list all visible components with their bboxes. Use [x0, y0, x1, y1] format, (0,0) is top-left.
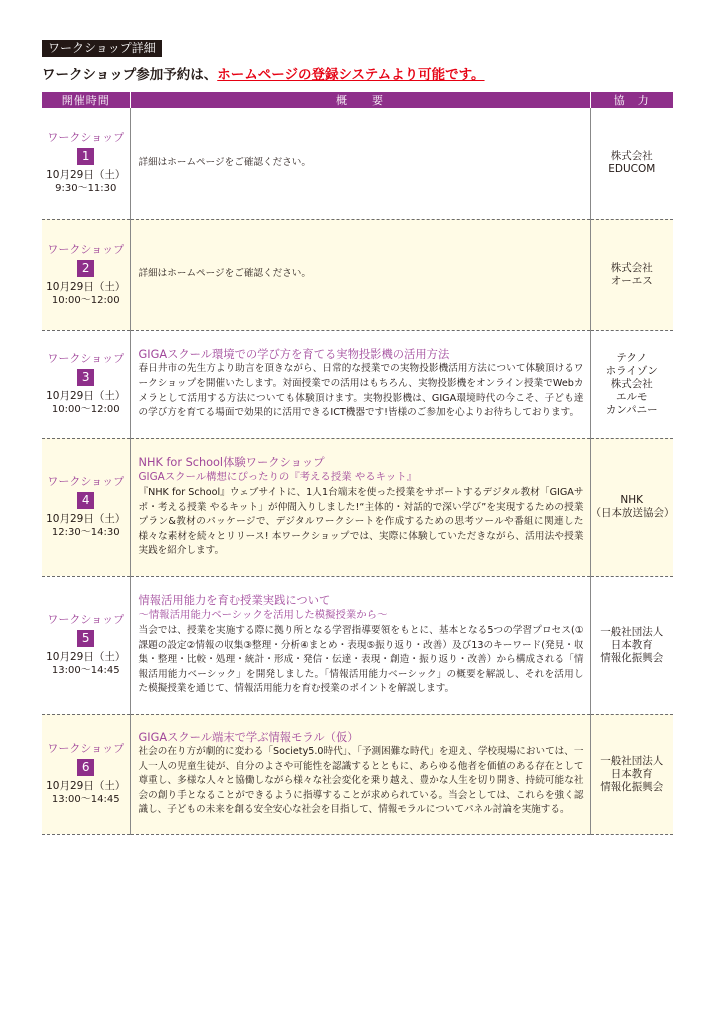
coop-line: オーエス [610, 274, 653, 287]
workshop-hours: 12:30〜14:30 [51, 527, 120, 538]
workshop-date: 10月29日（土） [46, 169, 126, 182]
workshop-hours: 10:00〜12:00 [51, 294, 120, 306]
time-cell [42, 438, 130, 576]
desc-cell [130, 330, 590, 438]
desc-cell [130, 219, 590, 330]
coop-line: 一般社団法人 [600, 625, 664, 638]
desc-body: 『NHK for School』ウェブサイトに、1人1台端末を使った授業をサポートするデジタル教材「GIGAサポ・考える授業 やるキット」が仲間入りしました!“主体的・対話的で深い学び”を実現するための授業プラン&教材のパッケージで、デジタルワークシートを作成するための思考ツールや番組に関連した様々な素材を続々とリリース! 本ワークショップでは、実際に体験していただきながら、活用法や授業実践を紹介します。 [138, 487, 584, 557]
workshop-title: GIGAスクール環境での学び方を育てる実物投影機の活用方法 [138, 348, 450, 362]
workshop-date: 10月29日（土） [46, 513, 126, 525]
workshop-hours: 10:00〜12:00 [51, 404, 120, 415]
desc-cell [130, 108, 590, 219]
time-cell [42, 714, 130, 834]
coop-line: 株式会社 [610, 261, 653, 274]
workshop-number-badge: 1 [77, 148, 94, 165]
coop-line: NHK [620, 494, 644, 506]
table-row [42, 108, 673, 219]
header-coop: 協 力 [590, 92, 673, 108]
workshop-table [42, 92, 673, 835]
desc-body: 当会では、授業を実施する際に拠り所となる学習指導要領をもとに、基本となる5つの学習プロセス(①課題の設定②情報の収集③整理・分析④まとめ・表現⑤振り返り・改善）及び13のキーワード(発見・収集・整理・比較・処理・統計・形成・発信・伝達・表現・創造・振り返り・改善）から構成される「情報活用能力ベーシック」を開発しました。「情報活用能力ベーシック」の概要を解説し、それを活用した模擬授業を通じて、情報活用能力を育む授業のポイントを解説します。 [138, 625, 584, 695]
coop-line: テクノ [616, 351, 648, 364]
workshop-date: 10月29日（土） [46, 780, 126, 792]
workshop-label: ワークショップ [47, 475, 125, 488]
desc-body: 社会の在り方が劇的に変わる「Society5.0時代」、「予測困難な時代」を迎え、学校現場においては、一人一人の児童生徒が、自分のよさや可能性を認識するとともに、あらゆる他者を価値のある存在として尊重し、多様な人々と協働しながら様々な社会変化を乗り越え、豊かな人生を切り開き、持続可能な社会の創り手となることができるように指導することが求められている。当会としては、これらを強く認識し、子どもの未来を創る安全安心な社会を目指して、情報モラルについてパネル討論を実施する。 [138, 746, 584, 816]
workshop-label: ワークショップ [47, 742, 125, 755]
coop-line: ホライゾン [605, 364, 658, 377]
workshop-hours: 13:00〜14:45 [51, 794, 120, 805]
workshop-hours: 9:30〜11:30 [55, 183, 117, 195]
workshop-label: ワークショップ [47, 613, 125, 626]
header-desc: 概 要 [130, 92, 590, 108]
coop-cell [590, 219, 673, 330]
coop-line: 株式会社 [610, 150, 653, 163]
workshop-title: 情報活用能力を育む授業実践について [138, 594, 331, 608]
workshop-date: 10月29日（土） [46, 651, 126, 663]
coop-cell [590, 108, 673, 219]
section-tag: ワークショップ詳細 [42, 40, 162, 57]
lead-prefix: ワークショップ参加予約は、 [42, 67, 218, 83]
workshop-number-badge: 2 [77, 260, 94, 277]
workshop-subtitle: 〜情報活用能力ベーシックを活用した模擬授業から〜 [138, 609, 388, 622]
coop-line: 株式会社 [610, 377, 653, 390]
workshop-date: 10月29日（土） [46, 390, 126, 402]
coop-cell [590, 438, 673, 576]
time-cell [42, 219, 130, 330]
desc-cell [130, 438, 590, 576]
coop-line: 日本教育 [610, 767, 653, 780]
table-row [42, 330, 673, 438]
table-row [42, 219, 673, 330]
workshop-number-badge: 4 [77, 492, 94, 509]
desc-body: 春日井市の先生方より助言を頂きながら、日常的な授業での実物投影機活用方法について体験頂けるワークショップを開催いたします。対面授業での活用はもちろん、実物投影機をオンライン授業でWebカメラとして活用する方法についても体験頂けます。実物投影機は、GIGA環境時代の今こそ、子ども達の学び方を育てる場面で効果的に活用できるICT機器です!皆様のご参加を心よりお待ちしております。 [138, 363, 584, 419]
coop-cell [590, 714, 673, 834]
coop-line: （日本放送協会） [590, 507, 675, 519]
coop-line: カンパニー [605, 403, 658, 416]
time-cell [42, 330, 130, 438]
workshop-subtitle: GIGAスクール構想にぴったりの『考える授業 やるキット』 [138, 471, 418, 484]
coop-line: エルモ [616, 390, 648, 403]
workshop-label: ワークショップ [47, 242, 125, 256]
coop-line: EDUCOM [608, 163, 656, 176]
workshop-hours: 13:00〜14:45 [51, 665, 120, 676]
table-row [42, 576, 673, 714]
coop-cell [590, 576, 673, 714]
time-cell [42, 108, 130, 219]
desc-cell [130, 714, 590, 834]
workshop-number-badge: 5 [77, 630, 94, 647]
coop-line: 日本教育 [610, 638, 653, 651]
lead-highlight: ホームページの登録システムより可能です。 [217, 67, 485, 83]
desc-body: 詳細はホームページをご確認ください。 [138, 268, 311, 280]
coop-cell [590, 330, 673, 438]
workshop-number-badge: 6 [77, 759, 94, 776]
table-row [42, 438, 673, 576]
workshop-label: ワークショップ [47, 352, 125, 365]
time-cell [42, 576, 130, 714]
workshop-title: GIGAスクール端末で学ぶ情報モラル（仮） [138, 731, 359, 745]
workshop-number-badge: 3 [77, 369, 94, 386]
coop-line: 一般社団法人 [600, 754, 664, 767]
workshop-date: 10月29日（土） [46, 280, 126, 293]
workshop-title: NHK for School体験ワークショップ [138, 456, 325, 470]
desc-body: 詳細はホームページをご確認ください。 [138, 156, 311, 168]
table-row [42, 714, 673, 834]
workshop-label: ワークショップ [47, 131, 125, 145]
lead-text [42, 63, 485, 83]
coop-line: 情報化振興会 [600, 651, 664, 664]
coop-line: 情報化振興会 [600, 780, 664, 793]
desc-cell [130, 576, 590, 714]
header-time: 開催時間 [42, 92, 130, 108]
